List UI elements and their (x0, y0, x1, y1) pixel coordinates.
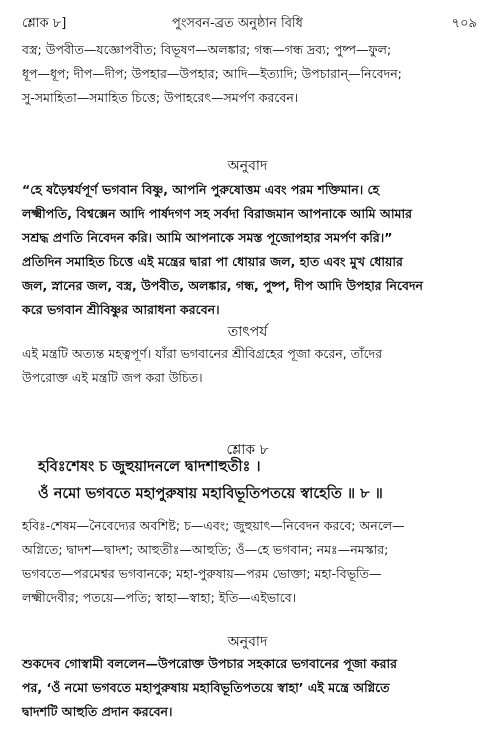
translation-line: পর, ‘ওঁ নমো ভগবতে মহাপুরুষায় মহাবিভূতিপতয়ে স্বাহা’ এই মন্ত্রে অগ্নিতে (22, 680, 390, 695)
synonyms-line: হবিঃ-শেষম—নৈবেদ্যের অবশিষ্ট; চ—এবং; জুহুয়াৎ—নিবেদন করবে; অনলে— (22, 518, 405, 533)
synonyms-line: বস্ত্র; উপবীত—যজ্ঞোপবীত; বিভূষণ—অলঙ্কার; গন্ধ—গন্ধ দ্রব্য; পুষ্প—ফুল; (22, 42, 392, 57)
translation-line: দ্বাদশটি আহুতি প্রদান করবেন। (22, 704, 173, 719)
synonyms-top (22, 38, 477, 110)
purport-line: উপরোক্ত এই মন্ত্রটি জপ করা উচিত। (22, 370, 203, 385)
translation-line: প্রতিদিন সমাহিত চিত্তে এই মন্ত্রের দ্বারা পা ধোয়ার জল, হাত এবং মুখ ধোয়ার (22, 254, 403, 269)
translation-line: লক্ষ্মীপতি, বিশ্বক্সেন আদি পার্ষদগণ সহ সর্বদা বিরাজমান আপনাকে আমি আমার (22, 206, 412, 221)
translation-text (22, 178, 477, 322)
synonyms-line: লক্ষ্মীদেবীর; পতয়ে—পতি; স্বাহা—স্বাহা; ইতি—এইভাবে। (22, 590, 297, 605)
synonyms-line: ধূপ—ধূপ; দীপ—দীপ; উপহার—উপহার; আদি—ইত্যাদি; উপচারান্—নিবেদন; (22, 66, 402, 81)
synonyms-verse (22, 514, 477, 610)
translation-line: সশ্রদ্ধ প্রণতি নিবেদন করি। আমি আপনাকে সমস্ত পূজোপহার সমর্পণ করি।” (22, 230, 393, 245)
page-number: ৭০৯ (451, 16, 477, 31)
translation-line: জল, স্নানের জল, বস্ত্র, উপবীত, অলঙ্কার, গন্ধ, পুষ্প, দীপ আদি উপহার নিবেদন (22, 278, 424, 293)
translation-text (22, 652, 477, 724)
sanskrit-verse (38, 454, 483, 508)
translation-line: শুকদেব গোস্বামী বললেন—উপরোক্ত উপচার সহকারে ভগবানের পূজা করার (22, 656, 398, 671)
purport-heading: তাৎপর্য (227, 324, 268, 340)
translation-line: করে ভগবান শ্রীবিষ্ণুর আরাধনা করবেন। (22, 302, 220, 317)
purport-line: এই মন্ত্রটি অত্যন্ত মহত্বপূর্ণ। যাঁরা ভগবানের শ্রীবিগ্রহের পূজা করেন, তাঁদের (22, 346, 383, 361)
synonyms-line: ভগবতে—পরমেশ্বর ভগবানকে; মহা-পুরুষায়—পরম ভোক্তা; মহা-বিভূতি— (22, 566, 382, 581)
synonyms-line: অগ্নিতে; দ্বাদশ—দ্বাদশ; আহুতীঃ—আহুতি; ওঁ—হে ভগবান; নমঃ—নমস্কার; (22, 542, 389, 557)
verse-reference: শ্লোক ৮] (22, 16, 67, 31)
synonyms-line: সু-সমাহিতা—সমাহিত চিত্তে; উপাহরেৎ—সমর্পণ করবেন। (22, 90, 299, 105)
translation-heading: অনুবাদ (227, 634, 268, 650)
verse-line: ওঁ নমো ভগবতে মহাপুরুষায় মহাবিভূতিপতয়ে স্বাহেতি ॥ ৮ ॥ (38, 486, 383, 502)
translation-heading: অনুবাদ (227, 158, 268, 174)
verse-heading: শ্লোক ৮ (226, 442, 269, 458)
translation-line: “হে ষড়ৈশ্বর্যপূর্ণ ভগবান বিষ্ণু, আপনি পুরুষোত্তম এবং পরম শক্তিমান। হে (22, 182, 380, 197)
running-header (22, 14, 477, 36)
chapter-title: পুংসবন-ব্রত অনুষ্ঠান বিধি (172, 16, 303, 31)
purport-text (22, 342, 477, 390)
verse-line: হবিঃশেষং চ জুহুয়াদনলে দ্বাদশাহুতীঃ । (38, 459, 261, 475)
